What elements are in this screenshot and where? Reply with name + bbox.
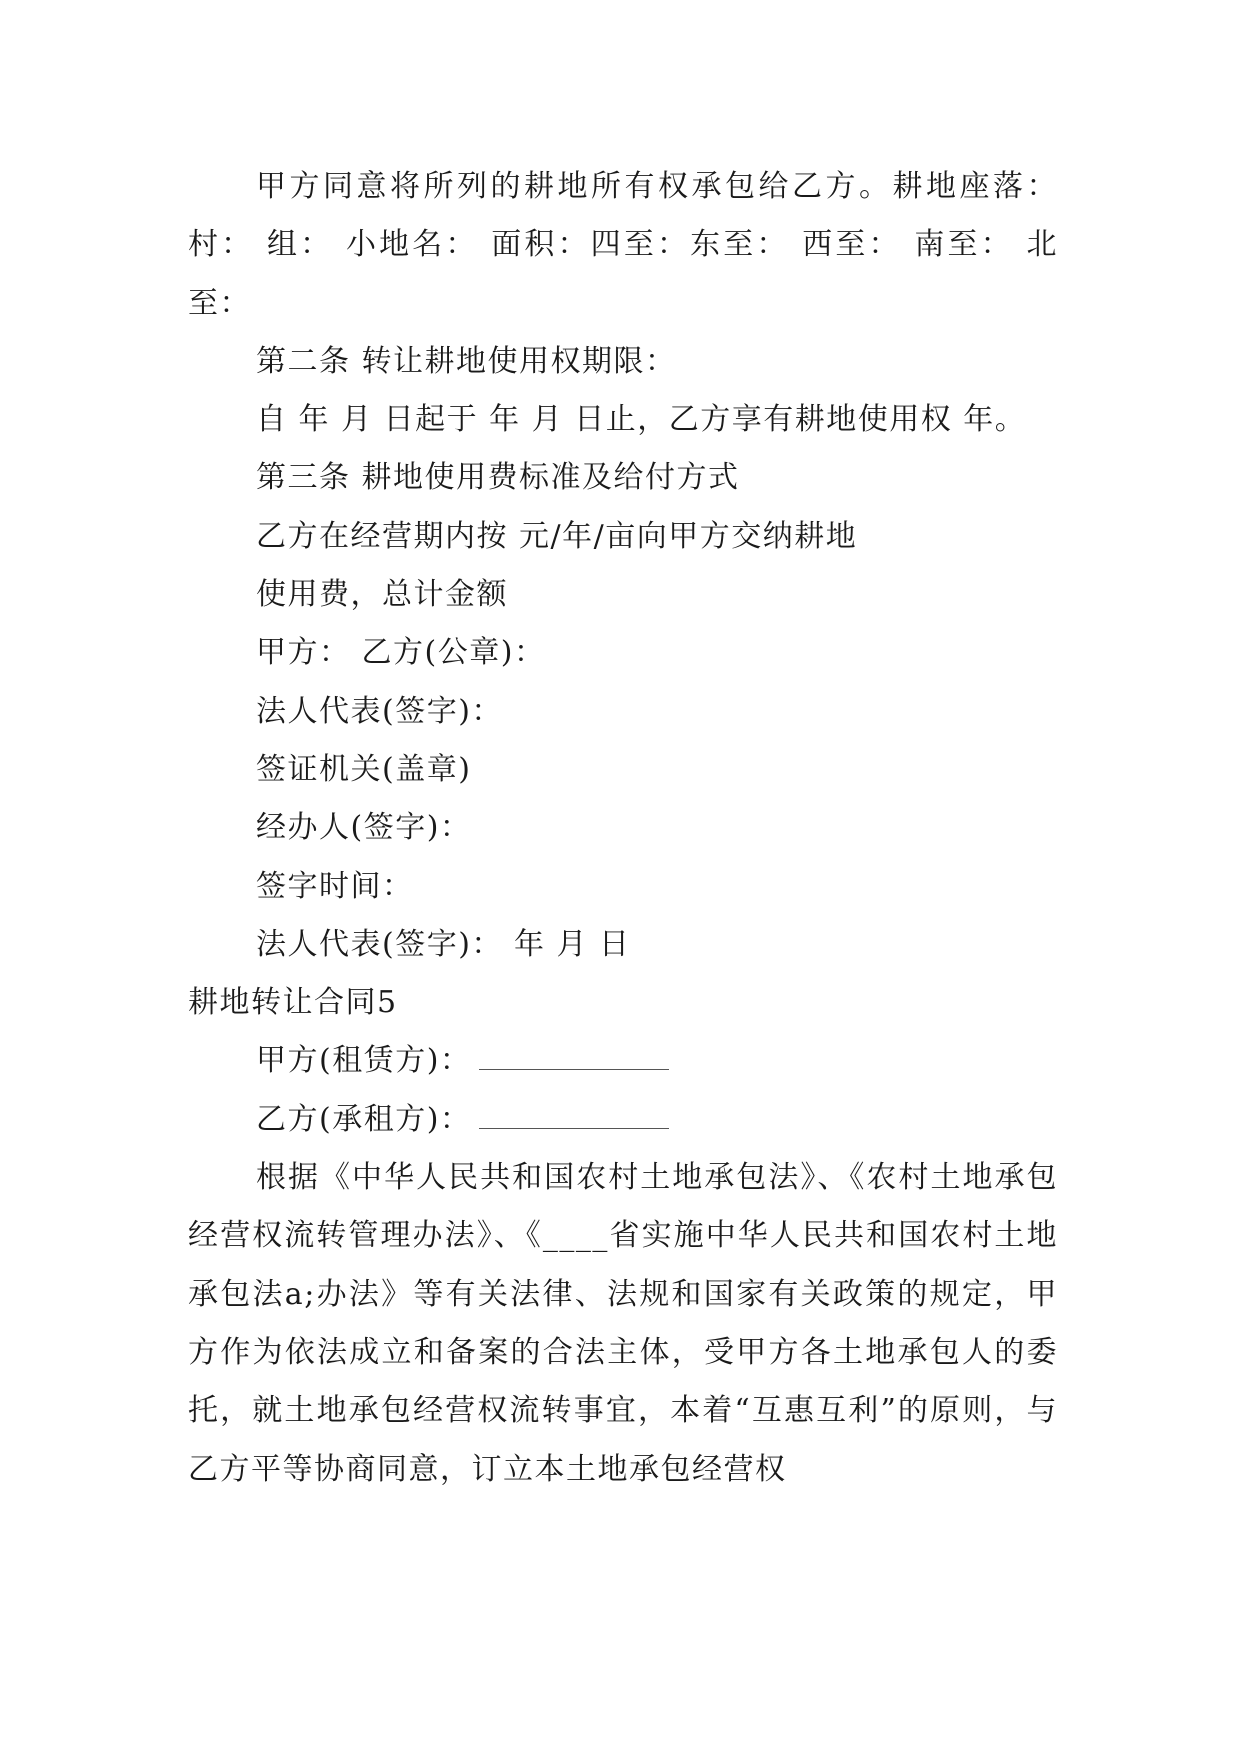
article-3-body-line-1: 乙方在经营期内按 元/年/亩向甲方交纳耕地	[256, 518, 858, 554]
lessee-blank	[479, 1104, 669, 1129]
handler-signature: 经办人(签字)：	[256, 810, 472, 846]
lessor-blank	[479, 1045, 669, 1070]
article-3-body-line-2: 使用费，总计金额	[256, 577, 508, 613]
preamble-paragraph: 根据《中华人民共和国农村土地承包法》、《农村土地承包经营权流转管理办法》、《____省实施中华人民共和国农村土地承包法a;办法》等有关法律、法规和国家有关政策的规定，甲方作为依法成立和备案的合法主体，受甲方各土地承包人的委托，就土地承包经营权流转事宜，本着“互惠互利”的原则，与乙方平等协商同意，订立本土地承包经营权	[188, 1160, 1058, 1487]
lessor-label: 甲方(租赁方)：	[256, 1043, 472, 1079]
signature-parties: 甲方： 乙方(公章)：	[256, 635, 546, 671]
article-3-title: 第三条 耕地使用费标准及给付方式	[256, 460, 740, 496]
contract-5-title: 耕地转让合同5	[188, 985, 398, 1021]
lessor-line	[188, 1032, 1058, 1090]
visa-authority-seal: 签证机关(盖章)	[256, 751, 472, 787]
legal-representative-signature: 法人代表(签字)：	[256, 693, 503, 729]
paragraph-land-location: 甲方同意将所列的耕地所有权承包给乙方。耕地座落：村： 组： 小地名： 面积：四至：东至： 西至： 南至： 北至：	[188, 169, 1058, 321]
article-2-body: 自 年 月 日起于 年 月 日止，乙方享有耕地使用权 年。	[256, 402, 1027, 438]
lessee-line	[188, 1091, 1058, 1149]
legal-representative-date: 法人代表(签字)： 年 月 日	[256, 926, 631, 962]
document-body	[188, 158, 1058, 1499]
lessee-label: 乙方(承租方)：	[256, 1101, 472, 1137]
article-2-title: 第二条 转让耕地使用权期限：	[256, 343, 677, 379]
signature-time: 签字时间：	[256, 868, 414, 904]
